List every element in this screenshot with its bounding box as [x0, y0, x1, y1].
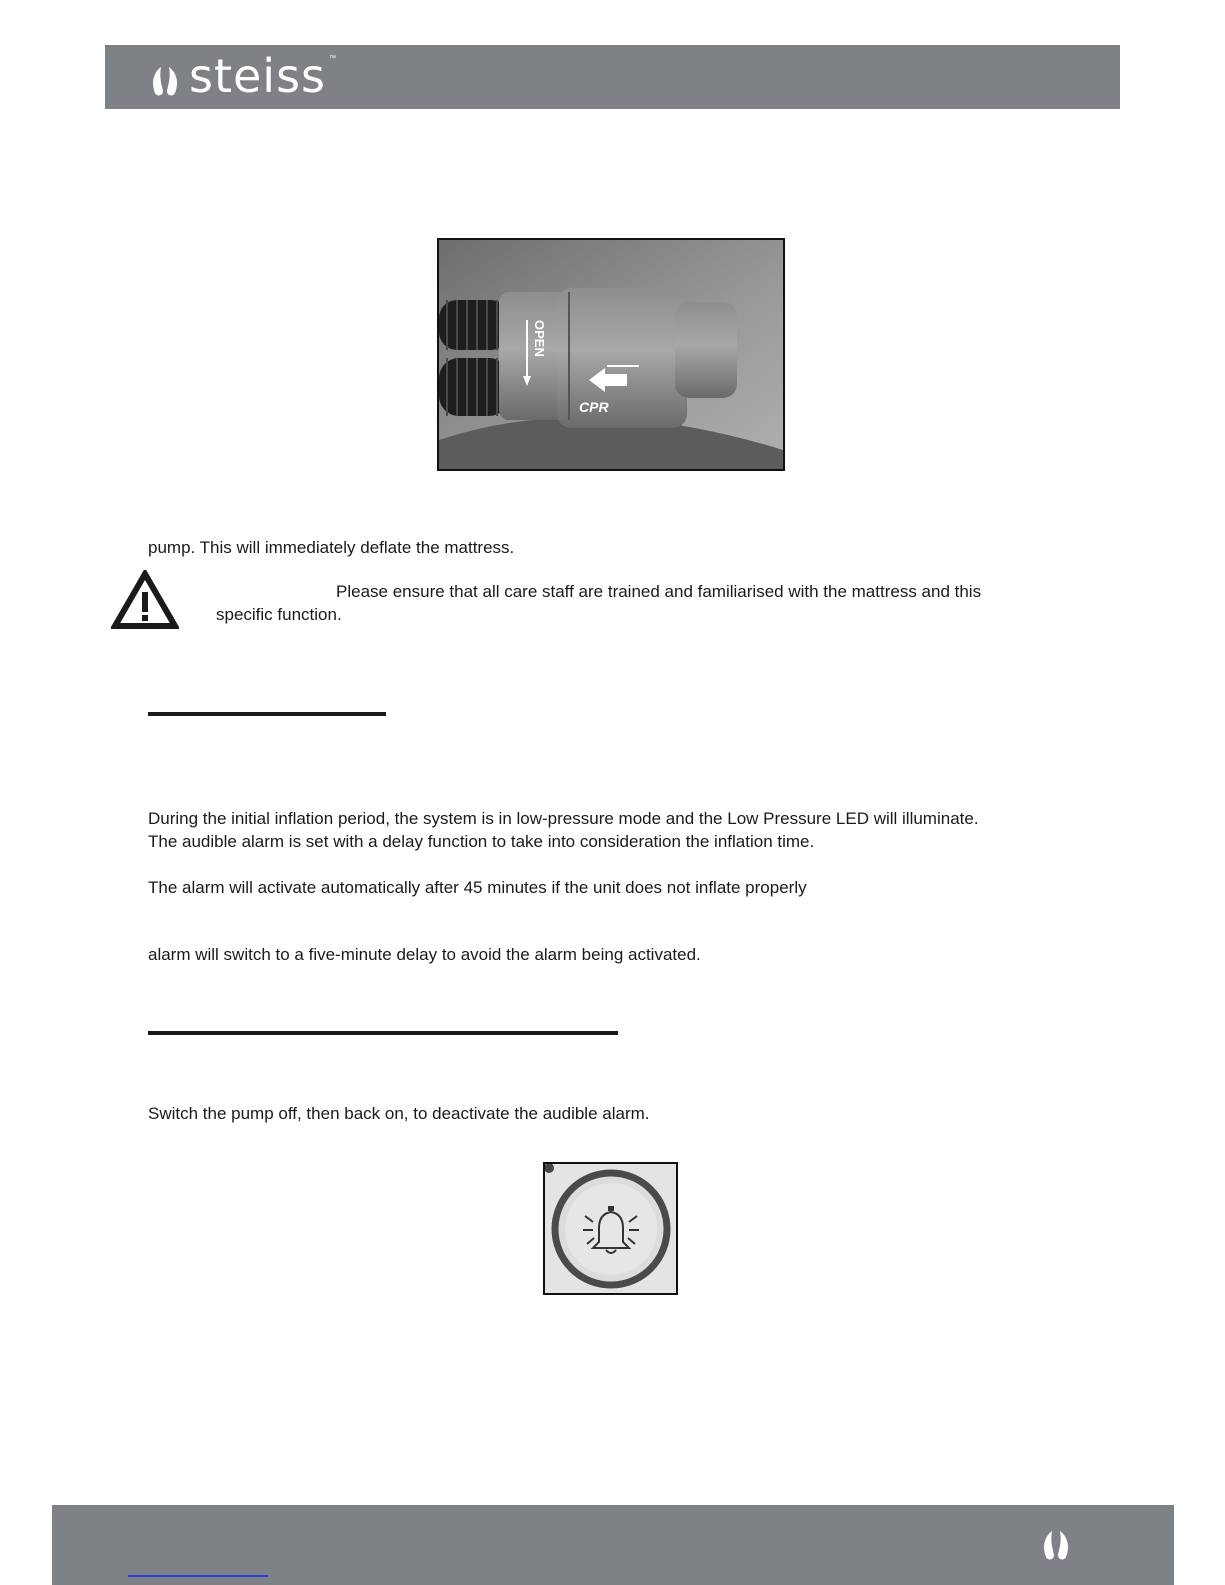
paragraph-inflation-line1: During the initial inflation period, the system is in low-pressure mode and the Low Pressure LED will illuminate. [148, 809, 979, 828]
section-heading-rule [148, 712, 386, 716]
paragraph-inflation-line2: The audible alarm is set with a delay function to take into consideration the inflation time. [148, 832, 815, 851]
footer-bar [52, 1505, 1174, 1585]
trademark: ™ [329, 55, 336, 62]
alarm-bell-icon [545, 1164, 676, 1293]
paragraph-deactivate: Switch the pump off, then back on, to deactivate the audible alarm. [148, 1104, 650, 1123]
open-label: OPEN [532, 320, 547, 357]
header-bar [105, 45, 1120, 109]
warning-text-line2: specific function. [216, 605, 342, 624]
alarm-button-photo [543, 1162, 678, 1295]
brand-name: steiss [189, 49, 327, 103]
cpr-valve-illustration [439, 240, 783, 469]
cpr-valve-photo [437, 238, 785, 471]
steiss-logo-icon [1038, 1527, 1074, 1563]
footer-link-underline[interactable] [128, 1575, 268, 1577]
cpr-label: CPR [579, 399, 609, 415]
steiss-logo-icon [147, 63, 183, 99]
paragraph-alarm-activate: The alarm will activate automatically after 45 minutes if the unit does not inflate properly [148, 878, 807, 897]
paragraph-deflate: pump. This will immediately deflate the mattress. [148, 538, 515, 557]
paragraph-alarm-delay: alarm will switch to a five-minute delay to avoid the alarm being activated. [148, 945, 701, 964]
warning-text-line1: Please ensure that all care staff are trained and familiarised with the mattress and this [336, 582, 982, 601]
section-heading-rule [148, 1031, 618, 1035]
warning-triangle-icon [111, 570, 179, 630]
